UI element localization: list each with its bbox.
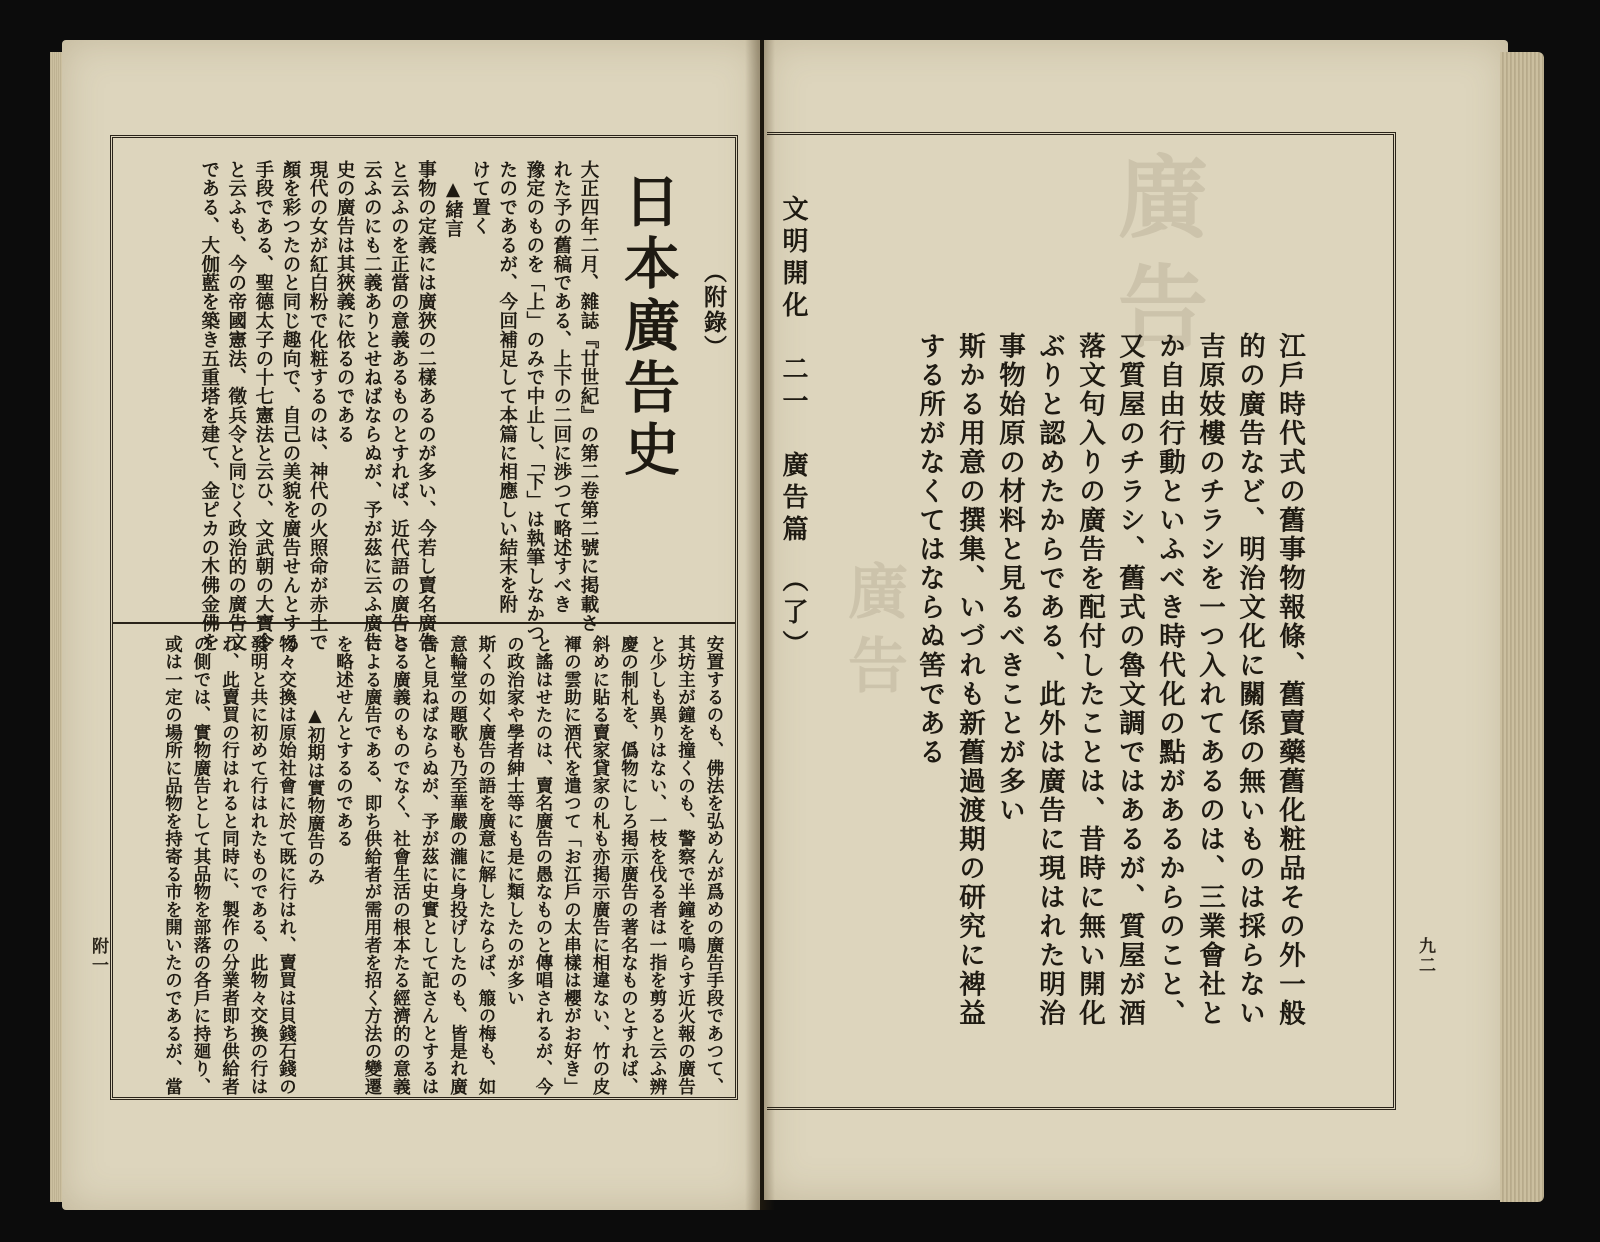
text-line: の側では、實物廣告として其品物を部落の各戶に持廻り、	[191, 635, 211, 1096]
article-title: 日本廣告史	[615, 172, 681, 482]
text-line: 的の廣告など、明治文化に關係の無いものは採らない	[1234, 332, 1265, 1028]
page-number-right: 九二	[1415, 937, 1435, 975]
text-line: の政治家や學者紳士等にも是に類したのが多い	[504, 635, 525, 1007]
upper-text-block	[132, 160, 602, 652]
show-through-print: 廣告	[838, 560, 908, 708]
text-line: ▲初期は實物廣告のみ	[305, 635, 325, 886]
page-number-left: 附一	[88, 937, 108, 975]
text-line: 現代の女が紅白粉で化粧するのは、神代の火照命が赤土で	[307, 160, 329, 652]
text-line: 安置するのも、佛法を弘めんが爲めの廣告手段であつて、	[704, 635, 724, 1096]
text-line: 告と見ねばならぬが、予が茲に史實として記さんとするは	[419, 635, 439, 1096]
text-line: 發明と共に初めて行はれたものである、此物々交換の行は	[248, 635, 268, 1096]
text-line: 事物始原の材料と見るべきことが多い	[994, 332, 1025, 825]
text-line: けて置く	[469, 160, 491, 236]
text-line: さる廣義のものでなく、社會生活の根本たる經濟的の意義	[390, 635, 411, 1096]
text-line: 斜めに貼る賣家貸家の札も亦掲示廣告に相違ない、竹の皮	[590, 635, 610, 1096]
text-line: ぶりと認めたからである、此外は廣告に現はれた明治	[1034, 332, 1065, 1028]
text-line: と云ふも、今の帝國憲法、徵兵令と同じく政治的の廣告文	[225, 160, 247, 652]
text-line: する所がなくてはならぬ筈である	[914, 332, 945, 767]
text-line: 其坊主が鐘を撞くのも、警察で半鐘を鳴らす近火報の廣告	[675, 635, 696, 1096]
text-line: 落文句入りの廣告を配付したことは、昔時に無い開化	[1074, 332, 1105, 1028]
text-line: か自由行動といふべき時代化の點があるからのこと、	[1154, 332, 1185, 1028]
text-line: 云ふのにも二義ありとせねばならぬが、予が茲に云ふ廣告	[361, 160, 383, 652]
text-line: を略述せんとするのである	[333, 635, 354, 848]
text-line: 又質屋のチラシ、舊式の魯文調ではあるが、質屋が酒	[1114, 332, 1145, 1028]
text-line: と云ふのを正當の意義あるものとすれば、近代語の廣告と	[388, 160, 410, 652]
text-line: 江戶時代式の舊事物報條、舊賣藥舊化粧品その外一般	[1274, 332, 1305, 1028]
text-line: 豫定のものを「上」のみで中止し、「下」は執筆しなかつ	[523, 160, 545, 643]
show-through-print: 廣告	[1102, 150, 1208, 370]
text-line: 史の廣告は其狹義に依るのである	[334, 160, 356, 444]
text-line: ▲緒言	[442, 160, 464, 239]
text-line: 吉原妓樓のチラシを一つ入れてあるのは、三業會社と	[1194, 332, 1225, 1028]
text-line: 物々交換は原始社會に於て既に行はれ、賣買は貝錢石錢の	[276, 635, 297, 1096]
text-line: による廣告である、即ち供給者が需用者を招く方法の變遷	[362, 635, 382, 1096]
text-line: と謠はせたのは、賣名廣告の愚なものと傳唱されるが、今	[533, 635, 553, 1096]
text-line: 慶の制札を、僞物にしろ掲示廣告の著名なものとすれば、	[618, 635, 639, 1096]
text-line: 事物の定義には廣狹の二樣あるのが多い、今若し賣名廣告	[415, 160, 437, 652]
text-line: である、大伽藍を築き五重塔を建て、金ピカの木佛金佛を	[198, 160, 220, 652]
text-line: 手段である、聖德太子の十七憲法と云ひ、文武朝の大寶令	[252, 160, 274, 652]
text-line: 斯くの如く廣告の語を廣意に解したならば、箙の梅も、如	[476, 635, 496, 1096]
text-line: 意輪堂の題歌も乃至華嚴の瀧に身投げしたのも、皆是れ廣	[447, 635, 468, 1096]
running-head: 文明開化 二一 廣告篇 （了）	[778, 195, 808, 662]
lower-text-block	[128, 635, 728, 1095]
text-line: れた予の舊稿である、上下の二回に渉つて略述すべき	[550, 160, 572, 614]
text-line: 或は一定の場所に品物を持寄る市を開いたのであるが、當	[162, 635, 183, 1096]
section-tag: （附錄）	[700, 260, 727, 360]
text-line: 斯かる用意の撰集、いづれも新舊過渡期の研究に裨益	[954, 332, 985, 1028]
text-line: と少しも異りはない、一枝を伐る者は一指を剪ると云ふ辨	[647, 635, 667, 1096]
text-line: 大正四年二月、雜誌『廿世紀』の第二卷第二號に掲載さ	[578, 160, 599, 633]
right-body-text	[909, 332, 1309, 1072]
right-page-edges	[1500, 52, 1544, 1202]
text-line: れ、此賣買の行はれると同時に、製作の分業者即ち供給者	[219, 635, 240, 1096]
text-line: 褌の雲助に酒代を遣つて「お江戶の太串樣は櫻がお好き」	[561, 635, 582, 1096]
text-line: たのであるが、今回補足して本篇に相應しい結末を附	[496, 160, 518, 614]
text-line: 顏を彩つたのと同じ趣向で、自己の美貌を廣告せんとする	[279, 160, 301, 652]
